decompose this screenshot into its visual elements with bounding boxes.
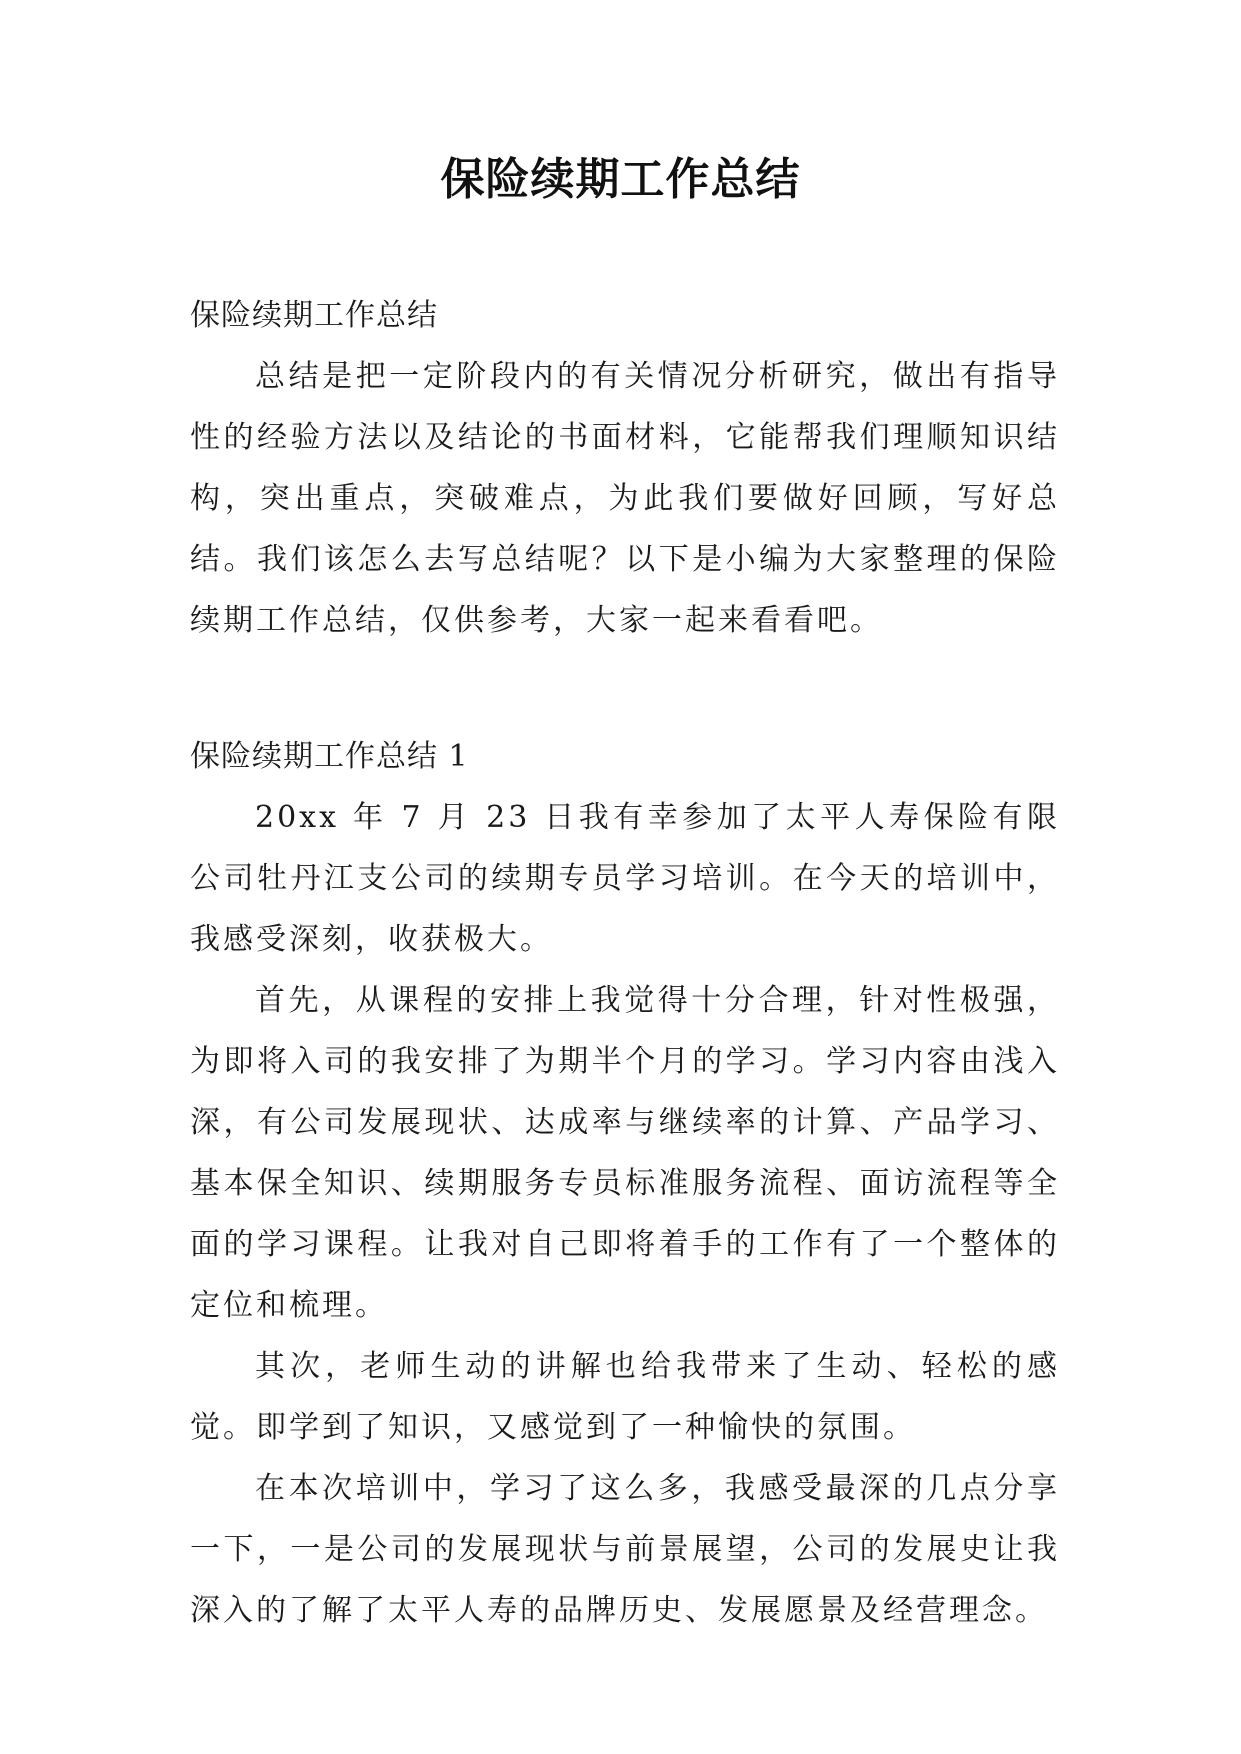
intro-paragraph: 总结是把一定阶段内的有关情况分析研究，做出有指导性的经验方法以及结论的书面材料，它能帮我们理顺知识结构，突出重点，突破难点，为此我们要做好回顾，写好总结。我们该怎么去写总结呢？以下是小编为大家整理的保险续期工作总结，仅供参考，大家一起来看看吧。 (190, 359, 1060, 638)
body-paragraph: 首先，从课程的安排上我觉得十分合理，针对性极强，为即将入司的我安排了为期半个月的学习。学习内容由浅入深，有公司发展现状、达成率与继续率的计算、产品学习、基本保全知识、续期服务专员标准服务流程、面访流程等全面的学习课程。让我对自己即将着手的工作有了一个整体的定位和梳理。 (190, 983, 1060, 1323)
document-body (190, 285, 1060, 1641)
body-paragraph: 其次，老师生动的讲解也给我带来了生动、轻松的感觉。即学到了知识，又感觉到了一种愉快的氛围。 (190, 1349, 1060, 1445)
body-paragraph: 20xx 年 7 月 23 日我有幸参加了太平人寿保险有限公司牡丹江支公司的续期专员学习培训。在今天的培训中，我感受深刻，收获极大。 (190, 800, 1060, 957)
section-spacer (190, 651, 1060, 726)
section-heading: 保险续期工作总结 1 (190, 739, 469, 774)
body-paragraph: 在本次培训中，学习了这么多，我感受最深的几点分享一下，一是公司的发展现状与前景展望，公司的发展史让我深入的了解了太平人寿的品牌历史、发展愿景及经营理念。 (190, 1471, 1060, 1628)
document-title: 保险续期工作总结 (440, 154, 801, 205)
intro-heading: 保险续期工作总结 (190, 298, 438, 333)
